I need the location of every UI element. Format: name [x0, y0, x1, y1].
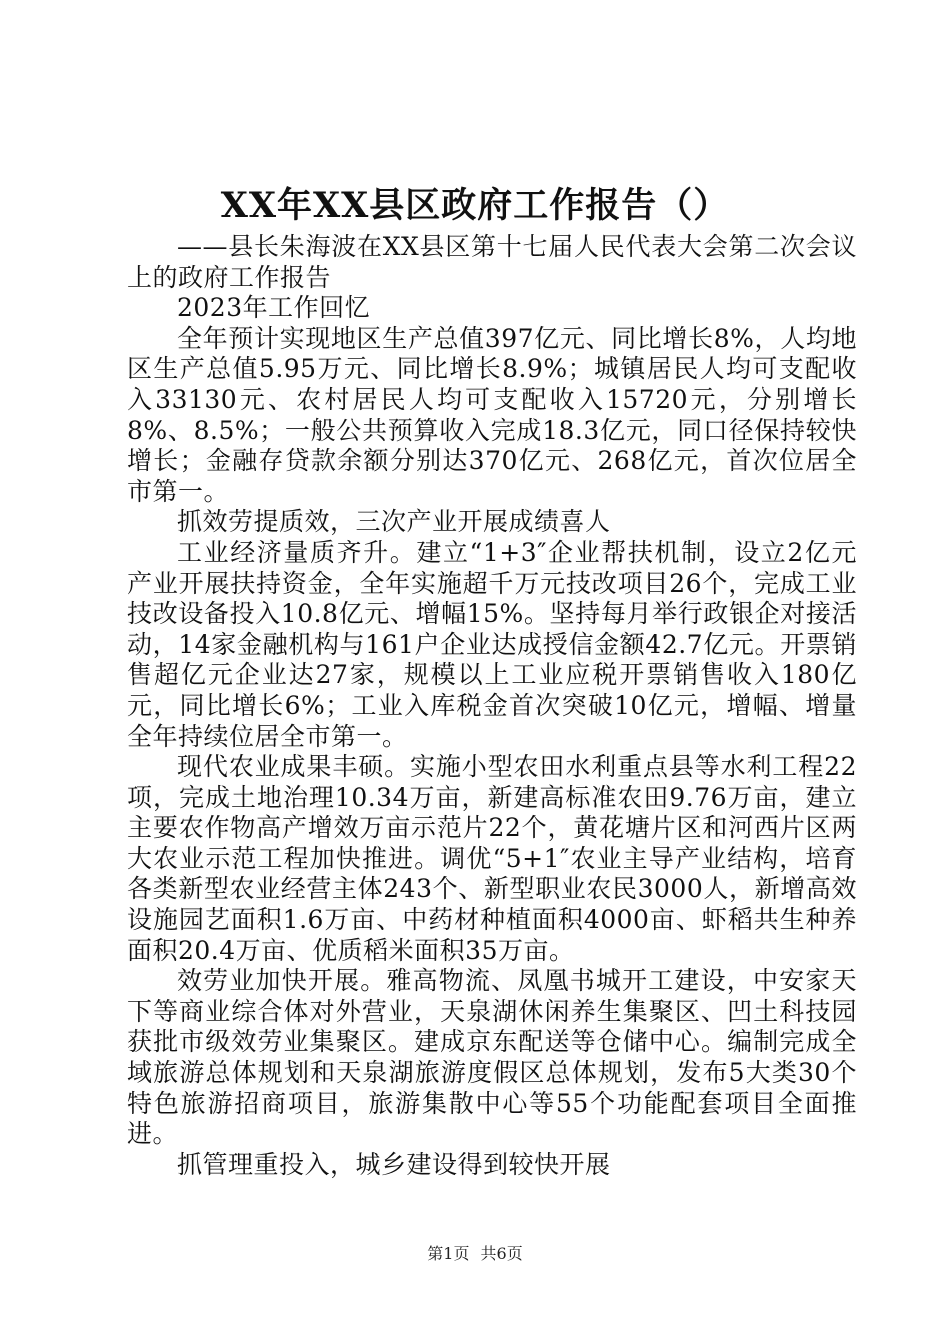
page-footer — [0, 1244, 950, 1264]
section-heading: 抓效劳提质效，三次产业开展成绩喜人 — [177, 507, 611, 537]
page-total: 共6页 — [480, 1244, 523, 1263]
section-heading: 2023年工作回忆 — [177, 293, 371, 323]
document-subtitle: ——县长朱海波在XX县区第十七届人民代表大会第二次会议上的政府工作报告 — [127, 232, 857, 292]
document-title: XX年XX县区政府工作报告（） — [220, 185, 730, 226]
section-heading: 抓管理重投入，城乡建设得到较快开展 — [177, 1149, 611, 1179]
paragraph: 工业经济量质齐升。建立“1+3″企业帮扶机制，设立2亿元产业开展扶持资金，全年实施超千万元技改项目26个，完成工业技改设备投入10.8亿元、增幅15%。坚持每月举行政银企对接活动，14家金融机构与161户企业达成授信金额42.7亿元。开票销售超亿元企业达27家，规模以上工业应税开票销售收入180亿元，同比增长6%；工业入库税金首次突破10亿元，增幅、增量全年持续位居全市第一。 — [127, 537, 857, 751]
page-number: 第1页 — [427, 1244, 470, 1263]
paragraph: 全年预计实现地区生产总值397亿元、同比增长8%，人均地区生产总值5.95万元、同比增长8.9%；城镇居民人均可支配收入33130元、农村居民人均可支配收入15720元，分别增长8%、8.5%；一般公共预算收入完成18.3亿元，同口径保持较快增长；金融存贷款余额分别达370亿元、268亿元，首次位居全市第一。 — [127, 323, 857, 506]
paragraph: 现代农业成果丰硕。实施小型农田水利重点县等水利工程22项，完成土地治理10.34万亩，新建高标准农田9.76万亩，建立主要农作物高产增效万亩示范片22个，黄花塘片区和河西片区两大农业示范工程加快推进。调优“5+1″农业主导产业结构，培育各类新型农业经营主体243个、新型职业农民3000人，新增高效设施园艺面积1.6万亩、中药材种植面积4000亩、虾稻共生种养面积20.4万亩、优质稻米面积35万亩。 — [127, 752, 857, 965]
document-body — [127, 232, 857, 1180]
paragraph: 效劳业加快开展。雅高物流、凤凰书城开工建设，中安家天下等商业综合体对外营业，天泉湖休闲养生集聚区、凹土科技园获批市级效劳业集聚区。建成京东配送等仓储中心。编制完成全域旅游总体规划和天泉湖旅游度假区总体规划，发布5大类30个特色旅游招商项目，旅游集散中心等55个功能配套项目全面推进。 — [127, 966, 857, 1149]
